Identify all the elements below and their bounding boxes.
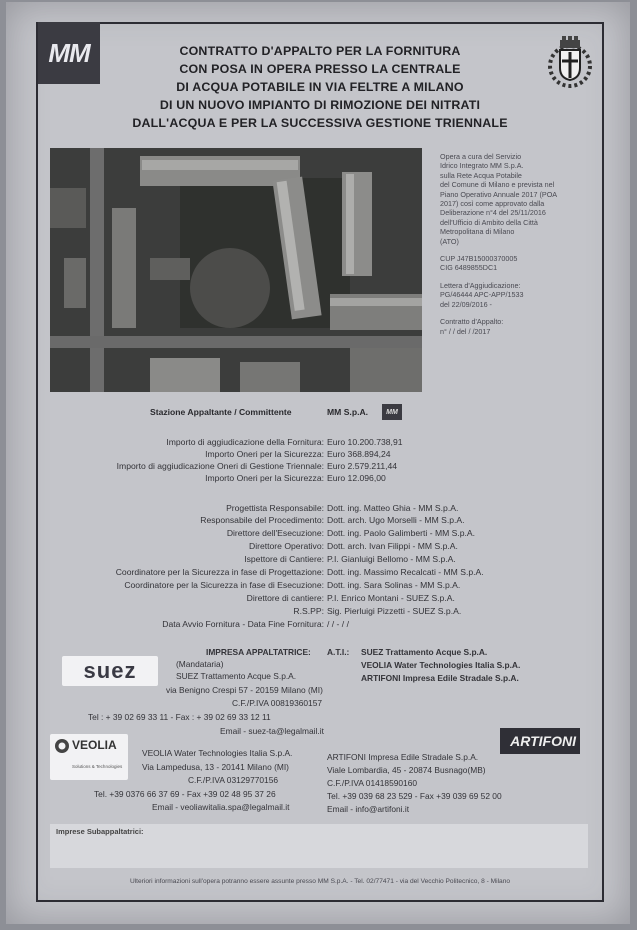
side-info-line: Opera a cura del Servizio	[440, 152, 522, 161]
side-info-line: Idrico Integrato MM S.p.A.	[440, 161, 524, 171]
artifoni-line: ARTIFONI Impresa Edile Stradale S.p.A.	[327, 752, 479, 762]
lettera-line: PG/46444 APC-APP/1533	[440, 290, 524, 300]
ruolo-value: P.I. Enrico Montani - SUEZ S.p.A.	[327, 593, 455, 603]
suez-logo-text: suez	[83, 658, 137, 683]
ruolo-value: / / - / /	[327, 619, 349, 629]
ati-line: ARTIFONI Impresa Edile Stradale S.p.A.	[361, 673, 519, 683]
subappalto-box	[50, 824, 588, 868]
veolia-line: Tel. +39 0376 66 37 69 - Fax +39 02 48 95 37 26	[94, 789, 276, 799]
impresa-line: SUEZ Trattamento Acque S.p.A.	[176, 671, 297, 681]
ruolo-value: Dott. ing. Sara Solinas - MM S.p.A.	[327, 580, 461, 590]
title-line: CON POSA IN OPERA PRESSO LA CENTRALE	[179, 62, 461, 76]
veolia-logo-text: VEOLIA	[72, 738, 117, 752]
cig-code: CIG 6489855DC1	[440, 263, 498, 273]
side-info-line: Piano Operativo Annuale 2017 (POA	[440, 189, 558, 199]
ruolo-label: Ispettore di Cantiere:	[244, 554, 324, 564]
stazione-value: MM S.p.A.	[327, 407, 369, 417]
ruolo-value: Sig. Pierluigi Pizzetti - SUEZ S.p.A.	[327, 606, 462, 616]
ruolo-value: Dott. ing. Matteo Ghia - MM S.p.A.	[327, 503, 459, 513]
ruolo-label: Data Avvio Fornitura - Data Fine Fornitura:	[162, 619, 324, 629]
contract-title	[110, 42, 530, 132]
ruolo-label: Progettista Responsabile:	[226, 503, 324, 513]
ruolo-value: Dott. arch. Ivan Filippi - MM S.p.A.	[327, 541, 458, 551]
title-line: DALL'ACQUA E PER LA SUCCESSIVA GESTIONE TRIENNALE	[132, 116, 508, 130]
veolia-logo	[50, 734, 128, 780]
ruolo-value: P.I. Gianluigi Bellomo - MM S.p.A.	[327, 554, 456, 564]
side-info-line: sulla Rete Acqua Potabile	[440, 170, 522, 180]
impresa-line: C.F./P.IVA 00819360157	[232, 698, 323, 708]
side-info-line: dell'Ufficio di Ambito della Città	[440, 217, 538, 227]
artifoni-logo: ARTIFONI	[500, 728, 580, 754]
artifoni-line: Email - info@artifoni.it	[327, 804, 410, 814]
title-line: CONTRATTO D'APPALTO PER LA FORNITURA	[179, 44, 461, 58]
subappalto-label: Imprese Subappaltatrici:	[56, 827, 144, 836]
side-info	[440, 152, 590, 336]
footer-note: Ulteriori informazioni sull'opera potranno essere assunte presso MM S.p.A. - Tel. 02/77471 - via del Vecchio Politecnico, 8 - Milano	[129, 878, 511, 885]
contratto-line: n° / / del / /2017	[440, 326, 491, 336]
ruolo-label: Coordinatore per la Sicurezza in fase di Esecuzione:	[124, 580, 324, 590]
side-info-line: Metropolitana di Milano	[440, 227, 515, 237]
artifoni-line: Tel. +39 039 68 23 529 - Fax +39 039 69 52 00	[327, 791, 502, 801]
impresa-line: Tel : + 39 02 69 33 11 - Fax : + 39 02 69 33 12 11	[88, 712, 271, 722]
ruolo-label: Direttore Operativo:	[249, 541, 324, 551]
veolia-line: Email - veoliawitalia.spa@legalmail.it	[152, 802, 290, 812]
mm-logo: MM	[38, 22, 100, 84]
ruolo-label: R.S.PP:	[293, 606, 324, 616]
aerial-photo	[50, 148, 422, 392]
impresa-head: IMPRESA APPALTATRICE:	[206, 647, 311, 657]
ruolo-label: Responsabile del Procedimento:	[200, 515, 324, 525]
ruolo-label: Coordinatore per la Sicurezza in fase di Progettazione:	[115, 567, 324, 577]
title-line: DI ACQUA POTABILE IN VIA FELTRE A MILANO	[176, 80, 464, 94]
veolia-line: VEOLIA Water Technologies Italia S.p.A.	[142, 748, 293, 758]
impresa-mandataria: (Mandataria)	[176, 659, 224, 669]
mm-small-logo: MM	[382, 404, 402, 420]
milano-crest-icon	[538, 28, 602, 92]
ruolo-label: Direttore dell'Esecuzione:	[226, 528, 324, 538]
ruolo-label: Direttore di cantiere:	[246, 593, 324, 603]
impresa-line: via Benigno Crespi 57 - 20159 Milano (MI)	[166, 685, 323, 695]
veolia-line: C.F./P.IVA 03129770156	[188, 775, 279, 785]
cup-code: CUP J47B15000370005	[440, 254, 518, 264]
importo-label: Importo Oneri per la Sicurezza:	[205, 473, 324, 483]
ruolo-value: Dott. ing. Massimo Recalcati - MM S.p.A.	[327, 567, 484, 577]
importo-value: Euro 2.579.211,44	[327, 461, 398, 471]
artifoni-line: C.F./P.IVA 01418590160	[327, 778, 418, 788]
veolia-logo-sub: Solutions & Technologies	[72, 764, 123, 769]
title-line: DI UN NUOVO IMPIANTO DI RIMOZIONE DEI NITRATI	[159, 98, 481, 112]
artifoni-line: Viale Lombardia, 45 - 20874 Busnago(MB)	[327, 765, 486, 775]
lettera-line: Lettera d'Aggiudicazione:	[440, 280, 521, 290]
ati-line: VEOLIA Water Technologies Italia S.p.A.	[361, 660, 521, 670]
veolia-line: Via Lampedusa, 13 - 20141 Milano (MI)	[142, 762, 289, 772]
importo-label: Importo di aggiudicazione Oneri di Gestione Triennale:	[116, 461, 324, 471]
lettera-line: del 22/09/2016 -	[440, 299, 492, 309]
importo-label: Importo Oneri per la Sicurezza:	[205, 449, 324, 459]
side-info-line: (ATO)	[440, 236, 459, 246]
suez-logo	[62, 656, 158, 686]
side-info-line: del Comune di Milano e prevista nel	[440, 180, 555, 190]
stazione-label: Stazione Appaltante / Committente	[150, 407, 292, 417]
impresa-line: Email - suez-ta@legalmail.it	[220, 726, 324, 736]
ati-head: A.T.I.:	[327, 647, 350, 657]
importo-label: Importo di aggiudicazione della Fornitura:	[166, 437, 324, 447]
contratto-line: Contratto d'Appalto:	[440, 317, 504, 327]
ruolo-value: Dott. ing. Paolo Galimberti - MM S.p.A.	[327, 528, 476, 538]
side-info-line: 2017) così come approvato dalla	[440, 199, 545, 209]
side-info-line: Deliberazione n°4 del 25/11/2016	[440, 208, 546, 218]
veolia-mark-icon	[54, 738, 70, 754]
ati-line: SUEZ Trattamento Acque S.p.A.	[361, 647, 488, 657]
importo-value: Euro 368.894,24	[327, 449, 391, 459]
importo-value: Euro 10.200.738,91	[327, 437, 403, 447]
ruolo-value: Dott. arch. Ugo Morselli - MM S.p.A.	[327, 515, 465, 525]
importo-value: Euro 12.096,00	[327, 473, 386, 483]
